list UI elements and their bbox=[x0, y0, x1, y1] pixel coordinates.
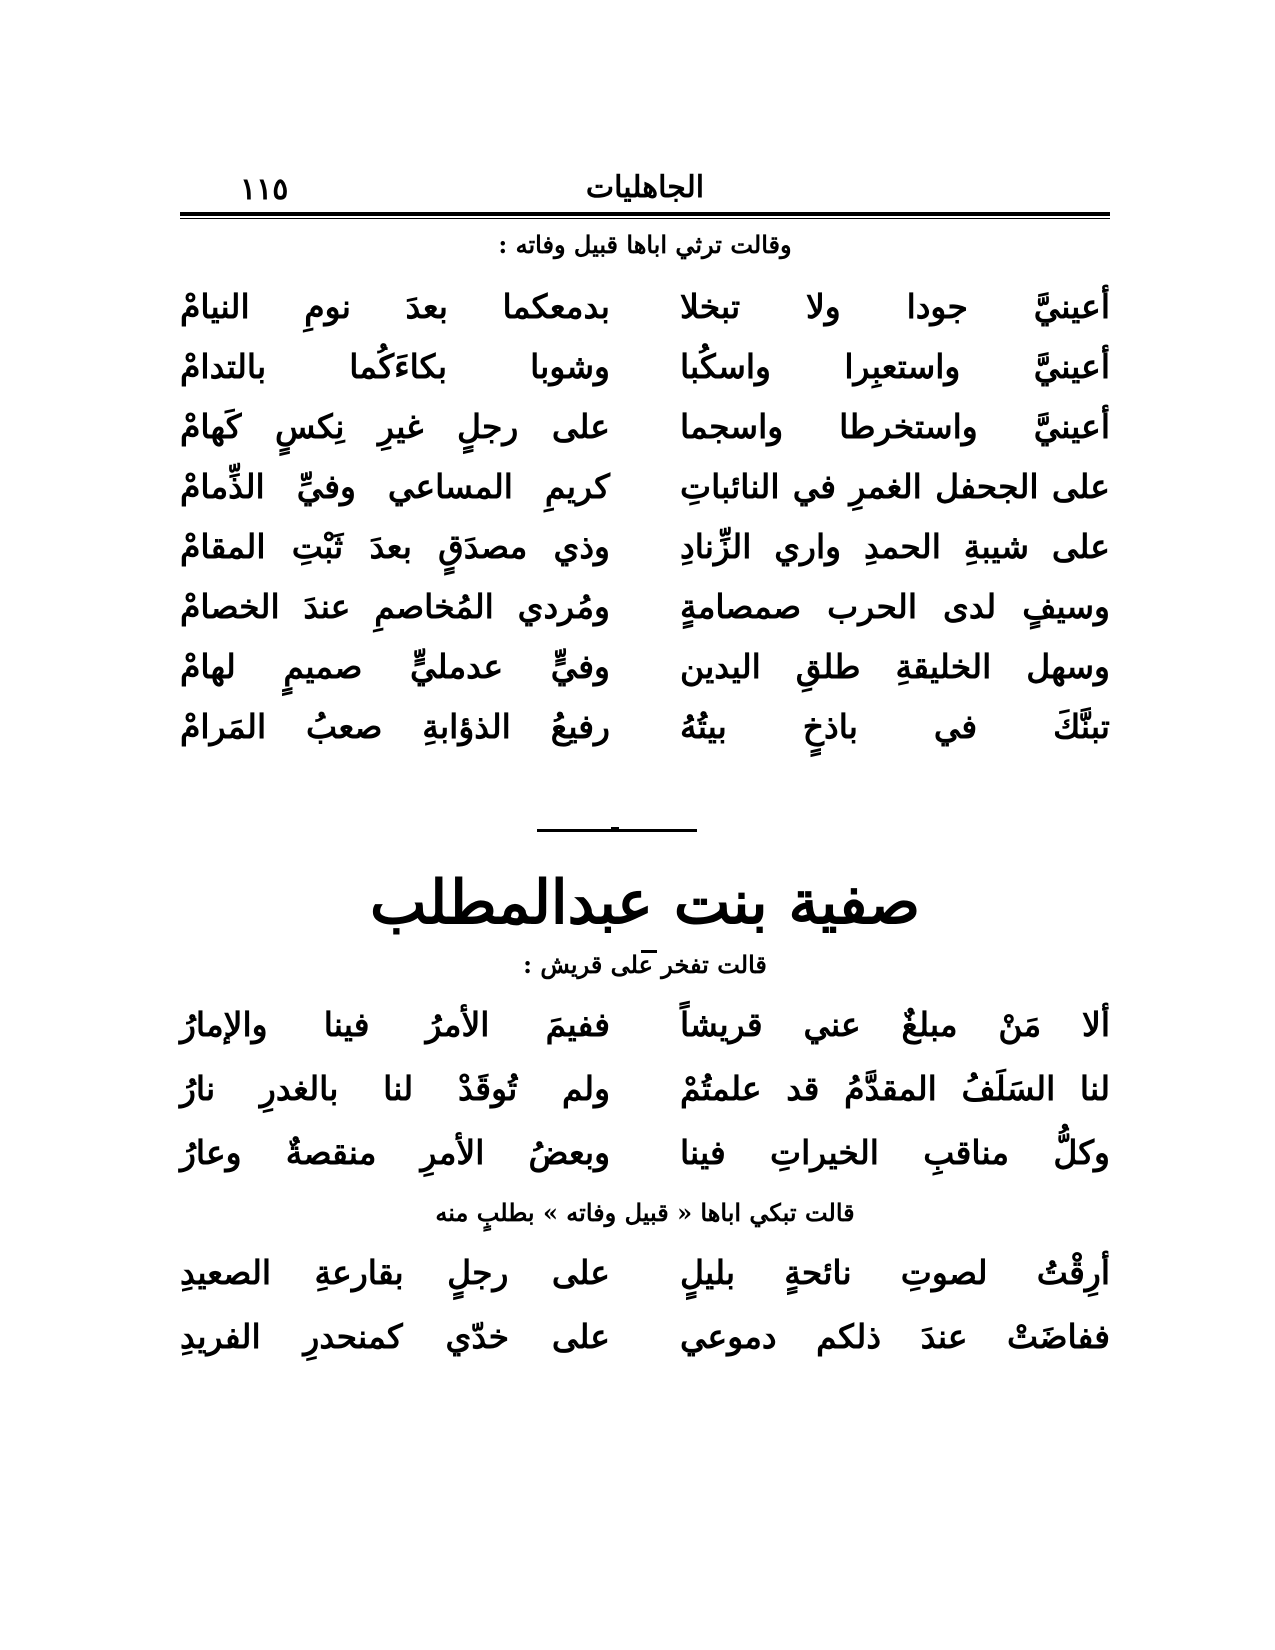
verse bbox=[180, 1056, 1110, 1120]
verse-second-hemistich: وشوبا بكاءَكُما بالتدامْ bbox=[180, 346, 610, 386]
verse-second-hemistich: وفيٍّ عدمليٍّ صميمٍ لهامْ bbox=[180, 646, 610, 686]
verse bbox=[180, 516, 1110, 576]
verse-second-hemistich: كريمِ المساعي وفيِّ الذِّمامْ bbox=[180, 466, 610, 506]
section-title: صفية بنت عبدالمطلب bbox=[369, 868, 921, 938]
verse-first-hemistich: على الجحفل الغمرِ في النائباتِ bbox=[680, 466, 1110, 506]
verse bbox=[180, 636, 1110, 696]
verse-first-hemistich: تبنَّكَ في باذخٍ بيتُهُ bbox=[680, 706, 1110, 746]
running-title: الجاهليات bbox=[585, 170, 705, 205]
section1-intro: وقالت ترثي اباها قبيل وفاته : bbox=[498, 230, 792, 259]
verse bbox=[180, 396, 1110, 456]
verse bbox=[180, 992, 1110, 1056]
section3-poem bbox=[180, 1240, 1110, 1368]
verse-second-hemistich: على خدّي كمنحدرِ الفريدِ bbox=[180, 1316, 610, 1356]
verse-first-hemistich: على شيبةِ الحمدِ واري الزِّنادِ bbox=[680, 526, 1110, 566]
verse bbox=[180, 1120, 1110, 1184]
verse-second-hemistich: وذي مصدَقٍ بعدَ ثَبْتِ المقامْ bbox=[180, 526, 610, 566]
verse-second-hemistich: على رجلٍ غيرِ نِكسٍ كَهامْ bbox=[180, 406, 610, 446]
page-number: ١١٥ bbox=[240, 172, 289, 207]
verse-first-hemistich: ألا مَنْ مبلغٌ عني قريشاً bbox=[680, 1004, 1110, 1044]
verse bbox=[180, 1240, 1110, 1304]
verse-first-hemistich: وسيفٍ لدى الحرب صمصامةٍ bbox=[680, 586, 1110, 626]
verse-second-hemistich: ومُردي المُخاصمِ عندَ الخصامْ bbox=[180, 586, 610, 626]
verse-second-hemistich: ففيمَ الأمرُ فينا والإمارُ bbox=[180, 1004, 610, 1044]
verse bbox=[180, 336, 1110, 396]
verse bbox=[180, 276, 1110, 336]
page-header bbox=[180, 168, 1110, 208]
section1-poem bbox=[180, 276, 1110, 756]
verse-first-hemistich: أعينيَّ واستعبِرا واسكُبا bbox=[680, 346, 1110, 386]
section2-poem bbox=[180, 992, 1110, 1184]
verse bbox=[180, 696, 1110, 756]
verse-second-hemistich: بدمعكما بعدَ نومِ النيامْ bbox=[180, 286, 610, 326]
verse-first-hemistich: ففاضَتْ عندَ ذلكم دموعي bbox=[680, 1316, 1110, 1356]
verse-second-hemistich: على رجلٍ بقارعةِ الصعيدِ bbox=[180, 1252, 610, 1292]
verse bbox=[180, 576, 1110, 636]
verse-second-hemistich: وبعضُ الأمرِ منقصةٌ وعارُ bbox=[180, 1132, 610, 1172]
verse-second-hemistich: رفيعُ الذؤابةِ صعبُ المَرامْ bbox=[180, 706, 610, 746]
verse-first-hemistich: وسهل الخليقةِ طلقِ اليدين bbox=[680, 646, 1110, 686]
verse-first-hemistich: أعينيَّ جودا ولا تبخلا bbox=[680, 286, 1110, 326]
verse-first-hemistich: أعينيَّ واستخرطا واسجما bbox=[680, 406, 1110, 446]
section2-intro: قالت تفخر على قريش : bbox=[523, 950, 767, 979]
verse-second-hemistich: ولم تُوقَدْ لنا بالغدرِ نارُ bbox=[180, 1068, 610, 1108]
verse-first-hemistich: لنا السَلَفُ المقدَّمُ قد علمتُمْ bbox=[680, 1068, 1110, 1108]
verse-first-hemistich: وكلُّ مناقبِ الخيراتِ فينا bbox=[680, 1132, 1110, 1172]
verse-first-hemistich: أرِقْتُ لصوتِ نائحةٍ بليلٍ bbox=[680, 1252, 1110, 1292]
verse bbox=[180, 1304, 1110, 1368]
header-rule bbox=[180, 212, 1110, 219]
section-divider bbox=[537, 829, 697, 832]
verse bbox=[180, 456, 1110, 516]
section3-intro: قالت تبكي اباها « قبيل وفاته » بطلبٍ منه bbox=[435, 1198, 855, 1227]
